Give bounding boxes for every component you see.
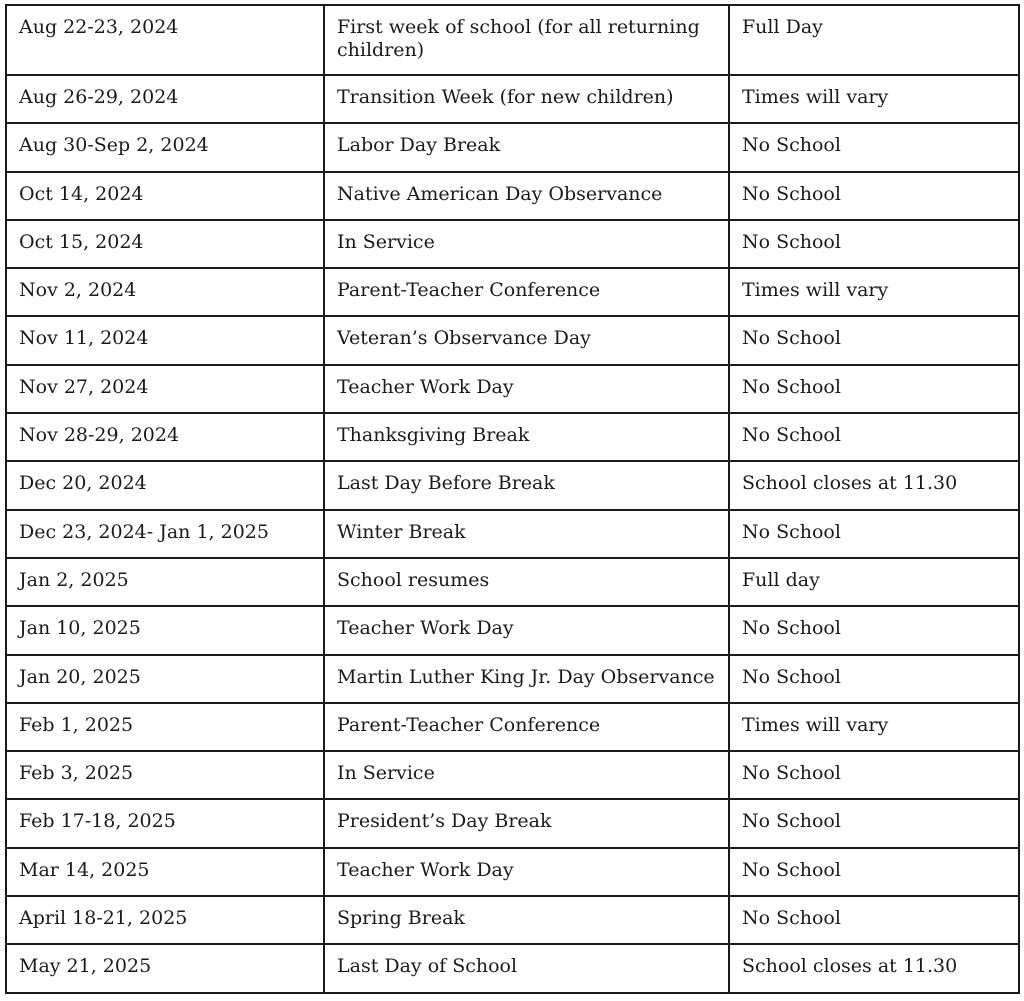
school-calendar-table xyxy=(5,4,1020,994)
date-cell: Nov 28-29, 2024 xyxy=(6,413,324,461)
event-cell: Teacher Work Day xyxy=(324,365,729,413)
event-cell: Veteran’s Observance Day xyxy=(324,316,729,364)
date-cell: Aug 26-29, 2024 xyxy=(6,75,324,123)
status-cell: No School xyxy=(729,413,1019,461)
event-cell: Teacher Work Day xyxy=(324,606,729,654)
event-cell: First week of school (for all returning children) xyxy=(324,5,729,75)
table-row xyxy=(6,848,1019,896)
table-row xyxy=(6,365,1019,413)
event-cell: Parent-Teacher Conference xyxy=(324,268,729,316)
status-cell: Full day xyxy=(729,558,1019,606)
event-cell: Last Day of School xyxy=(324,944,729,992)
status-cell: No School xyxy=(729,365,1019,413)
date-cell: Jan 2, 2025 xyxy=(6,558,324,606)
event-cell: Thanksgiving Break xyxy=(324,413,729,461)
date-cell: April 18-21, 2025 xyxy=(6,896,324,944)
status-cell: No School xyxy=(729,655,1019,703)
table-row xyxy=(6,751,1019,799)
event-cell: Labor Day Break xyxy=(324,123,729,171)
table-row xyxy=(6,606,1019,654)
status-cell: Times will vary xyxy=(729,268,1019,316)
date-cell: Dec 23, 2024- Jan 1, 2025 xyxy=(6,510,324,558)
status-cell: No School xyxy=(729,172,1019,220)
status-cell: No School xyxy=(729,220,1019,268)
table-row xyxy=(6,220,1019,268)
status-cell: No School xyxy=(729,123,1019,171)
table-row xyxy=(6,896,1019,944)
date-cell: May 21, 2025 xyxy=(6,944,324,992)
event-cell: Spring Break xyxy=(324,896,729,944)
table-row xyxy=(6,268,1019,316)
table-row xyxy=(6,558,1019,606)
date-cell: Mar 14, 2025 xyxy=(6,848,324,896)
table-row xyxy=(6,944,1019,992)
table-row xyxy=(6,316,1019,364)
date-cell: Jan 20, 2025 xyxy=(6,655,324,703)
date-cell: Aug 30-Sep 2, 2024 xyxy=(6,123,324,171)
table-row xyxy=(6,5,1019,75)
event-cell: Parent-Teacher Conference xyxy=(324,703,729,751)
status-cell: No School xyxy=(729,848,1019,896)
status-cell: No School xyxy=(729,316,1019,364)
status-cell: School closes at 11.30 xyxy=(729,461,1019,509)
table-row xyxy=(6,172,1019,220)
event-cell: Teacher Work Day xyxy=(324,848,729,896)
table-row xyxy=(6,510,1019,558)
date-cell: Dec 20, 2024 xyxy=(6,461,324,509)
date-cell: Feb 17-18, 2025 xyxy=(6,799,324,847)
event-cell: Winter Break xyxy=(324,510,729,558)
status-cell: Full Day xyxy=(729,5,1019,75)
event-cell: President’s Day Break xyxy=(324,799,729,847)
date-cell: Oct 14, 2024 xyxy=(6,172,324,220)
status-cell: No School xyxy=(729,896,1019,944)
table-row xyxy=(6,703,1019,751)
status-cell: No School xyxy=(729,510,1019,558)
status-cell: No School xyxy=(729,606,1019,654)
status-cell: Times will vary xyxy=(729,703,1019,751)
date-cell: Jan 10, 2025 xyxy=(6,606,324,654)
event-cell: Native American Day Observance xyxy=(324,172,729,220)
event-cell: In Service xyxy=(324,220,729,268)
table-row xyxy=(6,413,1019,461)
event-cell: School resumes xyxy=(324,558,729,606)
date-cell: Feb 1, 2025 xyxy=(6,703,324,751)
event-cell: In Service xyxy=(324,751,729,799)
status-cell: Times will vary xyxy=(729,75,1019,123)
status-cell: School closes at 11.30 xyxy=(729,944,1019,992)
event-cell: Martin Luther King Jr. Day Observance xyxy=(324,655,729,703)
table-row xyxy=(6,799,1019,847)
table-row xyxy=(6,655,1019,703)
date-cell: Nov 11, 2024 xyxy=(6,316,324,364)
date-cell: Aug 22-23, 2024 xyxy=(6,5,324,75)
status-cell: No School xyxy=(729,799,1019,847)
table-row xyxy=(6,461,1019,509)
date-cell: Nov 2, 2024 xyxy=(6,268,324,316)
event-cell: Last Day Before Break xyxy=(324,461,729,509)
date-cell: Oct 15, 2024 xyxy=(6,220,324,268)
table-row xyxy=(6,75,1019,123)
date-cell: Nov 27, 2024 xyxy=(6,365,324,413)
status-cell: No School xyxy=(729,751,1019,799)
date-cell: Feb 3, 2025 xyxy=(6,751,324,799)
table-row xyxy=(6,123,1019,171)
event-cell: Transition Week (for new children) xyxy=(324,75,729,123)
